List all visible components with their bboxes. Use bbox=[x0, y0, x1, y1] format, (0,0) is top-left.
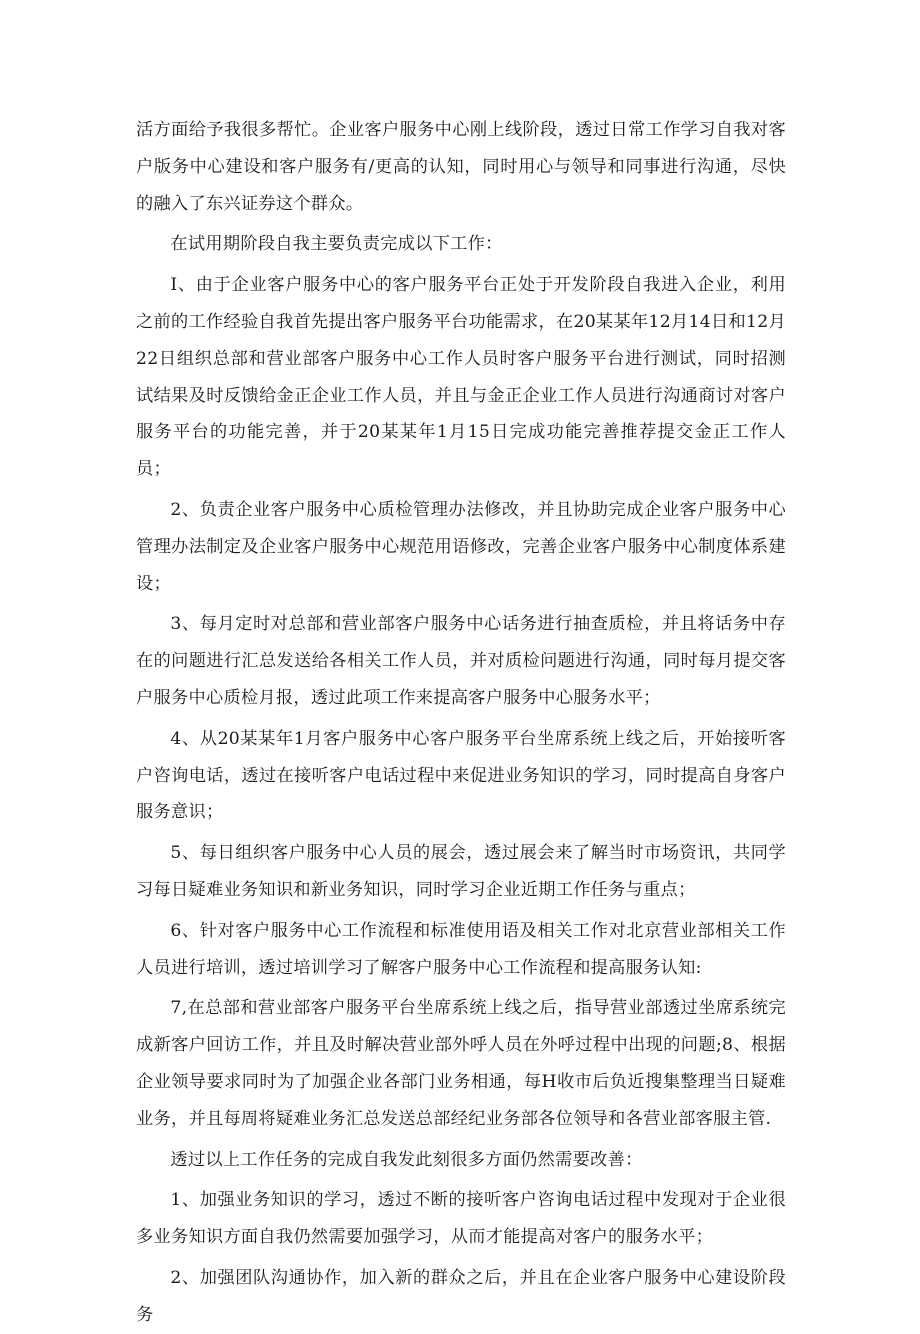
paragraph-item-5: 5、每日组织客户服务中心人员的展会，透过展会来了解当时市场资讯，共同学习每日疑难业务知识和新业务知识，同时学习企业近期工作任务与重点； bbox=[136, 843, 786, 900]
document-page bbox=[136, 112, 786, 1334]
paragraph-improvement-heading: 透过以上工作任务的完成自我发此刻很多方面仍然需要改善： bbox=[170, 1149, 643, 1170]
paragraph-improvement-1: 1、加强业务知识的学习，透过不断的接听客户咨询电话过程中发现对于企业很多业务知识方面自我仍然需要加强学习，从而才能提高对客户的服务水平； bbox=[136, 1190, 786, 1248]
paragraph-item-4: 4、从20某某年1月客户服务中心客户服务平台坐席系统上线之后，开始接听客户咨询电话，透过在接听客户电话过程中来促进业务知识的学习，同时提高自身客户服务意识； bbox=[136, 728, 786, 823]
paragraph-item-1: I、由于企业客户服务中心的客户服务平台正处于开发阶段自我进入企业，利用之前的工作经验自我首先提出客户服务平台功能需求，在20某某年12月14日和12月22日组织总部和营业部客户服务中心工作人员时客户服务平台进行测试，同时招测试结果及时反馈给金正企业工作人员，并且与金正企业工作人员进行沟通商讨对客户服务平台的功能完善，并于20某某年1月15日完成功能完善推荐提交金正工作人员； bbox=[136, 275, 786, 480]
paragraph-intro-continuation: 活方面给予我很多帮忙。企业客户服务中心刚上线阶段，透过日常工作学习自我对客户版务中心建设和客户服务有/更高的认知，同时用心与领导和同事进行沟通，尽快的融入了东兴证券这个群众。 bbox=[136, 120, 786, 214]
paragraph-item-2: 2、负责企业客户服务中心质检管理办法修改，并且协助完成企业客户服务中心管理办法制定及企业客户服务中心规范用语修改，完善企业客户服务中心制度体系建设； bbox=[136, 499, 786, 594]
paragraph-trial-period-heading: 在试用期阶段自我主要负责完成以下工作： bbox=[170, 234, 503, 255]
paragraph-item-6: 6、针对客户服务中心工作流程和标准使用语及相关工作对北京营业部相关工作人员进行培训，透过培训学习了解客户服务中心工作流程和提高服务认知: bbox=[136, 920, 786, 978]
paragraph-item-3: 3、每月定时对总部和营业部客户服务中心话务进行抽查质检，并且将话务中存在的问题进行汇总发送给各相关工作人员，并对质检问题进行沟通，同时每月提交客户服务中心质检月报，透过此项工作来提高客户服务中心服务水平； bbox=[136, 614, 786, 708]
paragraph-improvement-2: 2、加强团队沟通协作，加入新的群众之后，并且在企业客户服务中心建设阶段务 bbox=[136, 1267, 786, 1325]
paragraph-item-7-8: 7,在总部和营业部客户服务平台坐席系统上线之后，指导营业部透过坐席系统完成新客户回访工作，并且及时解决营业部外呼人员在外呼过程中出现的问题;8、根据企业领导要求同时为了加强企业各部门业务相通，每H收市后负近搜集整理当日疑难业务，并且每周将疑难业务汇总发送总部经纪业务部各位领导和各营业部客服主管. bbox=[136, 998, 786, 1129]
